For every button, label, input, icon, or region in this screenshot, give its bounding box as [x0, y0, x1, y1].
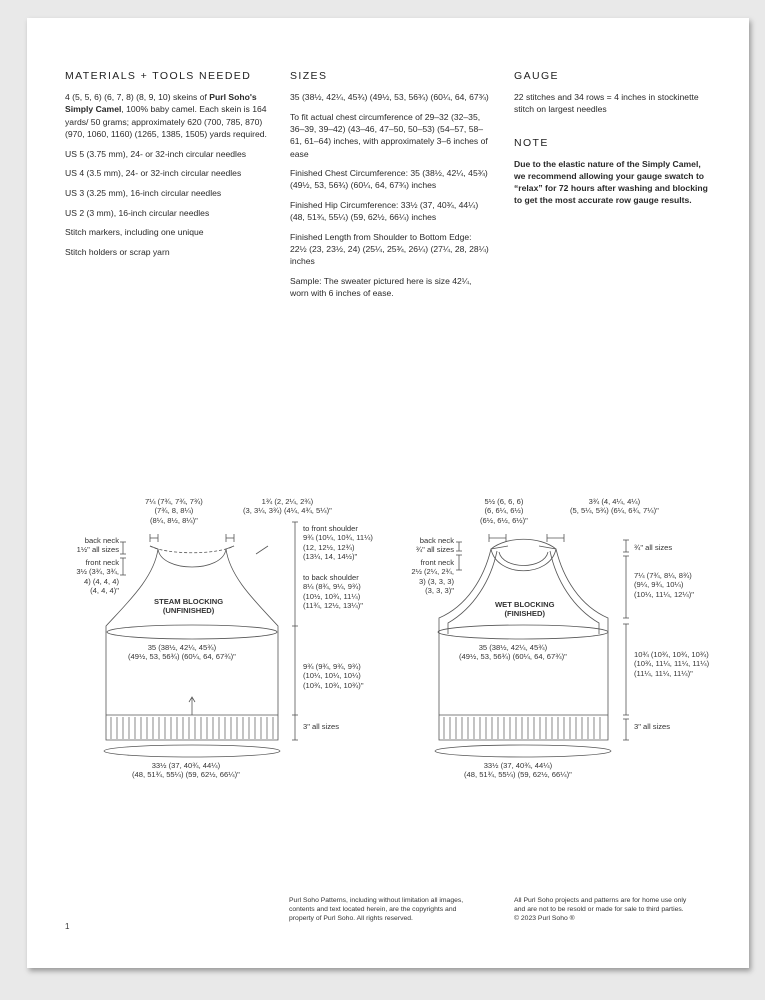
gauge-text: 22 stitches and 34 rows = 4 inches in stockinette stitch on largest needles — [514, 92, 699, 115]
wet-body-length: 10¾ (10¾, 10¾, 10¾) (10¾, 11¼, 11¼, 11¼) (11¼, 11¼, 11¼)" — [634, 650, 710, 678]
material-item: US 5 (3.75 mm), 24- or 32-inch circular needles — [65, 148, 247, 159]
steam-front-neck: front neck 3½ (3¾, 3¾, 4) (4, 4, 4) (4, 4, 4)" — [76, 558, 119, 596]
steam-to-back-shoulder: to back shoulder 8¼ (8¾, 9¼, 9¾) (10½, 10¾, 11¼) (11¾, 12½, 13¼)" — [303, 573, 363, 611]
sizes-paragraph: Sample: The sweater pictured here is size 42¼, worn with 6 inches of ease. — [290, 276, 472, 299]
steam-blocking-title: STEAM BLOCKING (UNFINISHED) — [154, 597, 224, 616]
materials-heading: MATERIALS + TOOLS NEEDED — [65, 70, 252, 82]
steam-back-neck: back neck 1½" all sizes — [76, 536, 119, 555]
sizes-paragraph: Finished Chest Circumference: 35 (38½, 42¼, 45¾) (49½, 53, 56¾) (60¼, 64, 67¾) inches — [290, 168, 488, 191]
sizes-paragraph: Finished Hip Circumference: 33½ (37, 40¾, 44¼) (48, 51¾, 55¼) (59, 62½, 66¼) inches — [290, 200, 479, 223]
sizes-paragraph: To fit actual chest circumference of 29–32 (32–35, 36–39, 39–42) (43–46, 47–50, 50–53) (54–57, 58–61, 61–64) inches, with approximately 3–6 inches of ease — [290, 111, 488, 159]
material-item: Stitch holders or scrap yarn — [65, 247, 170, 258]
steam-body-length: 9¾ (9¾, 9¾, 9¾) (10¼, 10¼, 10¼) (10¾, 10¾, 10¾)" — [303, 662, 364, 690]
wet-back-neck: back neck ¾" all sizes — [415, 536, 454, 555]
wet-neck-width: 3¾ (4, 4¼, 4¼) (5, 5¼, 5¾) (6¼, 6¾, 7¼)" — [570, 497, 659, 516]
copyright-notice: Purl Soho Patterns, including without limitation all images, contents and text located herein, are the copyrights and property of Purl Soho. All rights reserved. — [289, 897, 464, 923]
steam-hip: 33½ (37, 40¾, 44¼) (48, 51¾, 55¼) (59, 62½, 66¼)" — [132, 761, 240, 780]
gauge-heading: GAUGE — [514, 70, 559, 82]
wet-ribbing: 3" all sizes — [634, 722, 671, 731]
wet-chest: 35 (38½, 42¼, 45¾) (49½, 53, 56¾) (60¼, 64, 67¾)" — [459, 643, 567, 662]
yarn-requirement: 4 (5, 5, 6) (6, 7, 8) (8, 9, 10) skeins of Purl Soho's Simply Camel, 100% baby camel. Each skein is 164 yards/ 50 grams; approximately 620 (700, 785, 870) (970, 1060, 1160) (1265, 1385, 1505) yards required. — [65, 92, 267, 139]
pattern-page — [27, 18, 749, 968]
sizes-paragraph: Finished Length from Shoulder to Bottom Edge: 22½ (23, 23½, 24) (25¼, 25¾, 26¼) (27¼, 28, 28¼) inches — [290, 232, 489, 267]
steam-dimension-lines — [120, 522, 298, 740]
sizes-paragraph: 35 (38½, 42¼, 45¾) (49½, 53, 56¾) (60¼, 64, 67¾) — [290, 92, 489, 103]
wet-dimension-lines — [456, 534, 629, 740]
steam-ribbing: 3" all sizes — [303, 722, 340, 731]
note-text: Due to the elastic nature of the Simply Camel, we recommend allowing your gauge swatch to “relax” for 72 hours after washing and blocking to get the most accurate row gauge results. — [514, 158, 708, 206]
material-item: Stitch markers, including one unique — [65, 227, 204, 238]
usage-notice: All Purl Soho projects and patterns are for home use only and are not to be resold or made for sale to third parties. © 2023 Purl Soho ® — [514, 897, 687, 923]
material-item: US 4 (3.5 mm), 24- or 32-inch circular needles — [65, 168, 242, 179]
wet-front-neck: front neck 2½ (2¼, 2¾, 3) (3, 3, 3) (3, 3, 3)" — [411, 558, 454, 596]
note-heading: NOTE — [514, 136, 549, 149]
wet-top-all-sizes: ¾" all sizes — [634, 543, 673, 552]
wet-armhole: 7¼ (7¾, 8¼, 8¾) (9¼, 9¾, 10¼) (10¼, 11¼, 12¼)" — [634, 571, 694, 599]
material-item: US 2 (3 mm), 16-inch circular needles — [65, 207, 210, 218]
material-item: US 3 (3.25 mm), 16-inch circular needles — [65, 187, 222, 198]
steam-chest: 35 (38½, 42¼, 45¾) (49½, 53, 56¾) (60¼, 64, 67¾)" — [128, 643, 236, 662]
wet-hip: 33½ (37, 40¾, 44¼) (48, 51¾, 55¼) (59, 62½, 66¼)" — [464, 761, 572, 780]
wet-shoulder-width: 5½ (6, 6, 6) (6, 6¼, 6½) (6½, 6½, 6½)" — [480, 497, 528, 525]
steam-neck-width: 1¾ (2, 2¼, 2¾) (3, 3¼, 3¾) (4¼, 4¾, 5¼)" — [243, 497, 332, 516]
yarn-brand: Purl Soho's Simply Camel — [65, 92, 257, 115]
steam-to-front-shoulder: to front shoulder 9¾ (10¼, 10¾, 11¼) (12, 12½, 12¾) (13¼, 14, 14½)" — [303, 524, 373, 562]
steam-shoulder-width: 7¼ (7¾, 7¾, 7¾) (7¾, 8, 8¼) (8¼, 8½, 8¼)" — [145, 497, 203, 525]
wet-blocking-title: WET BLOCKING (FINISHED) — [495, 600, 555, 619]
schematic-diagrams — [27, 18, 749, 968]
page-number: 1 — [65, 922, 70, 931]
sizes-heading: SIZES — [290, 70, 328, 82]
